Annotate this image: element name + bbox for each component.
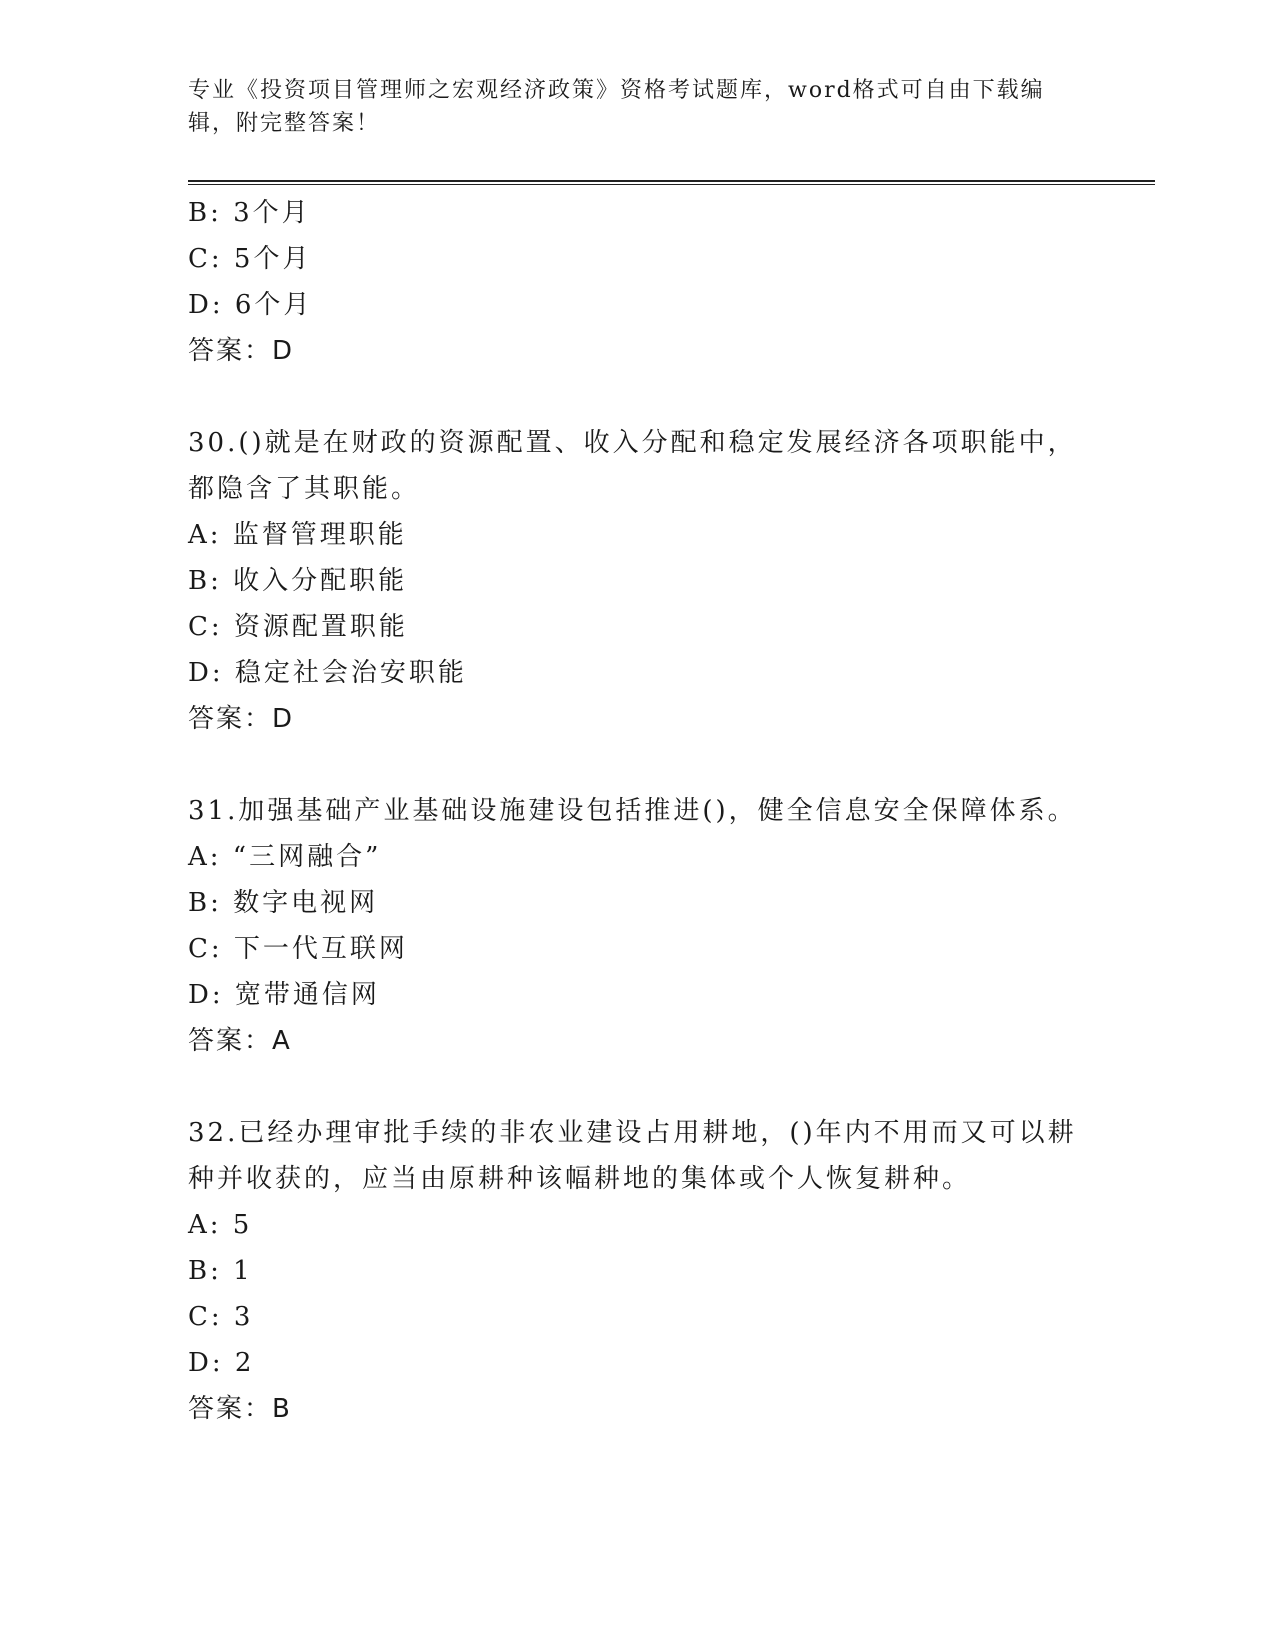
option-c: C: 资源配置职能 [188, 612, 408, 642]
answer-line: 答案：B [188, 1394, 292, 1424]
option-a: A: 监督管理职能 [188, 520, 407, 550]
option-d: D: 宽带通信网 [188, 980, 380, 1010]
document-header [188, 74, 1078, 140]
option-c: C: 下一代互联网 [188, 934, 408, 964]
answer-line: 答案：A [188, 1026, 292, 1056]
option-d: D: 2 [188, 1348, 255, 1378]
option-c: C: 3 [188, 1302, 254, 1332]
answer-line: 答案：D [188, 704, 295, 734]
carryover-block [188, 190, 1088, 374]
answer-line: 答案：D [188, 336, 295, 366]
spacer [188, 1064, 1088, 1110]
option-c: C: 5个月 [188, 244, 312, 274]
option-d: D: 稳定社会治安职能 [188, 658, 467, 688]
option-a: A: “三网融合” [188, 842, 382, 872]
question-text-line-1: 32.已经办理审批手续的非农业建设占用耕地，()年内不用而又可以耕 [188, 1118, 1077, 1148]
option-d: D: 6个月 [188, 290, 313, 320]
option-b: B: 收入分配职能 [188, 566, 408, 596]
question-text-line-2: 都隐含了其职能。 [188, 474, 421, 504]
spacer [188, 374, 1088, 420]
question-block [188, 1110, 1088, 1432]
question-block [188, 420, 1088, 742]
spacer [188, 742, 1088, 788]
header-line-2: 辑，附完整答案！ [188, 111, 381, 136]
question-text-line-1: 30.()就是在财政的资源配置、收入分配和稳定发展经济各项职能中， [188, 428, 1077, 458]
question-text-line-2: 种并收获的，应当由原耕种该幅耕地的集体或个人恢复耕种。 [188, 1164, 972, 1194]
option-b: B: 3个月 [188, 198, 311, 228]
question-list [188, 190, 1088, 1432]
option-b: B: 数字电视网 [188, 888, 379, 918]
question-text-line-1: 31.加强基础产业基础设施建设包括推进()，健全信息安全保障体系。 [188, 796, 1077, 826]
option-b: B: 1 [188, 1256, 253, 1286]
header-divider [188, 180, 1155, 185]
option-a: A: 5 [188, 1210, 253, 1240]
header-line-1: 专业《投资项目管理师之宏观经济政策》资格考试题库，word格式可自由下载编 [188, 78, 1045, 103]
question-block [188, 788, 1088, 1064]
